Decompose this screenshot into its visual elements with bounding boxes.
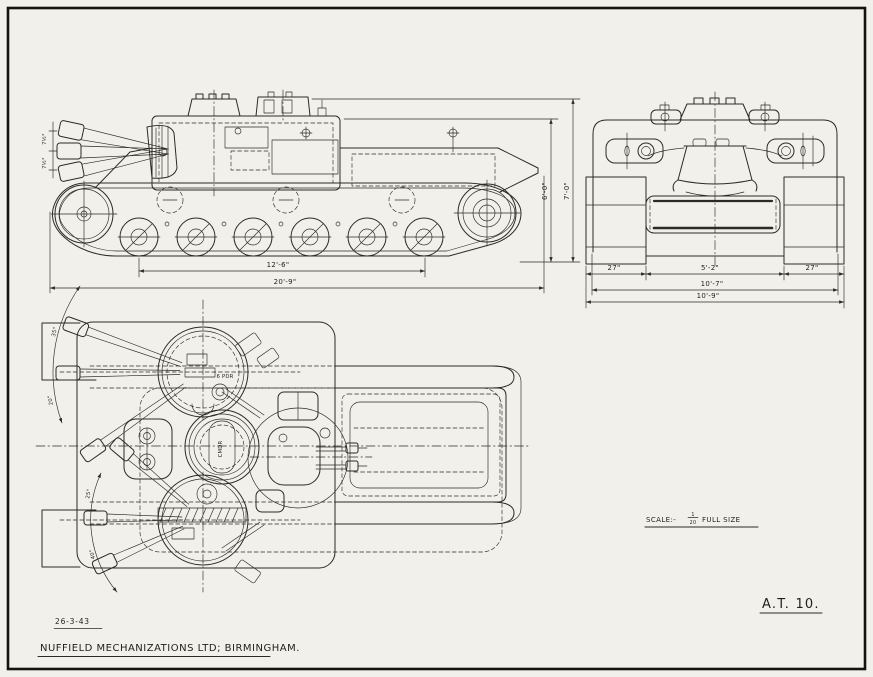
right-vision-port <box>767 133 824 169</box>
roof-hatches <box>256 392 318 512</box>
rear-turret <box>60 437 300 592</box>
hull-height-label: 6'-0" <box>541 181 549 201</box>
side-view <box>41 90 580 293</box>
roof-cupolas <box>188 92 326 116</box>
company-text: NUFFIELD MECHANIZATIONS LTD; BIRMINGHAM. <box>40 643 300 654</box>
company-name <box>38 643 300 657</box>
cupola-label: CMDR <box>218 440 224 458</box>
commander-cupola <box>185 410 259 484</box>
left-vision-port <box>606 133 663 169</box>
hull-width-label: 5'-2" <box>700 264 720 272</box>
rear-traverse-up-label: 25° <box>85 488 93 500</box>
scale-denominator: 20 <box>689 521 697 526</box>
rear-sprocket-wheel <box>454 180 520 246</box>
plan-hull-outline <box>77 322 335 568</box>
front-turret <box>47 286 300 463</box>
front-idler-wheel <box>51 181 117 247</box>
lower-hull-bulge <box>646 196 780 233</box>
front-traverse-down-label: 20° <box>47 394 55 406</box>
overall-width-label: 10'-9" <box>696 292 720 300</box>
depression-angle-label: 7½° <box>42 157 48 169</box>
return-rollers <box>157 187 415 213</box>
sight-symbol <box>300 127 312 139</box>
drawing-date <box>54 617 102 629</box>
rear-traverse-down-label: 40° <box>89 548 97 560</box>
front-view <box>586 92 844 308</box>
left-crew-hatch <box>124 419 172 479</box>
scale-prefix: SCALE:- <box>646 516 677 524</box>
overall-height-label: 7'-0" <box>563 181 571 201</box>
engine-deck <box>340 127 538 192</box>
rear-turret-barrel-down <box>109 437 193 511</box>
right-track-width-label: 27" <box>805 264 819 272</box>
front-traverse-up-label: 35° <box>51 326 59 338</box>
rear-mg-mount <box>248 408 372 508</box>
rear-turret-barrel-level <box>84 511 182 525</box>
elevation-angle-label: 7½° <box>42 133 48 145</box>
overall-length-label: 20'-9" <box>273 278 297 286</box>
track-base-label: 12'-6" <box>266 261 290 269</box>
left-track-width-label: 27" <box>607 264 621 272</box>
designation-text: A.T. 10. <box>762 597 820 612</box>
hull-profile <box>96 90 340 196</box>
scale-suffix: FULL SIZE <box>702 516 741 524</box>
gun-elevated <box>58 143 170 182</box>
plan-engine-deck <box>335 388 506 502</box>
road-wheels <box>118 218 445 256</box>
scale-numerator: 1 <box>691 513 695 518</box>
sheet-border <box>8 8 865 669</box>
front-turret-gun-label: 6 PDR <box>216 374 234 380</box>
plan-view <box>36 286 530 592</box>
elevation-angles <box>41 122 57 178</box>
width-over-tracks-label: 10'-7" <box>700 280 724 288</box>
plan-tracks <box>90 366 521 524</box>
scale-note <box>645 512 758 527</box>
date-text: 26-3-43 <box>55 617 90 626</box>
front-turret-barrel-level <box>56 366 180 380</box>
front-turret-barrel-down <box>62 316 183 372</box>
drawing-designation <box>760 597 822 613</box>
